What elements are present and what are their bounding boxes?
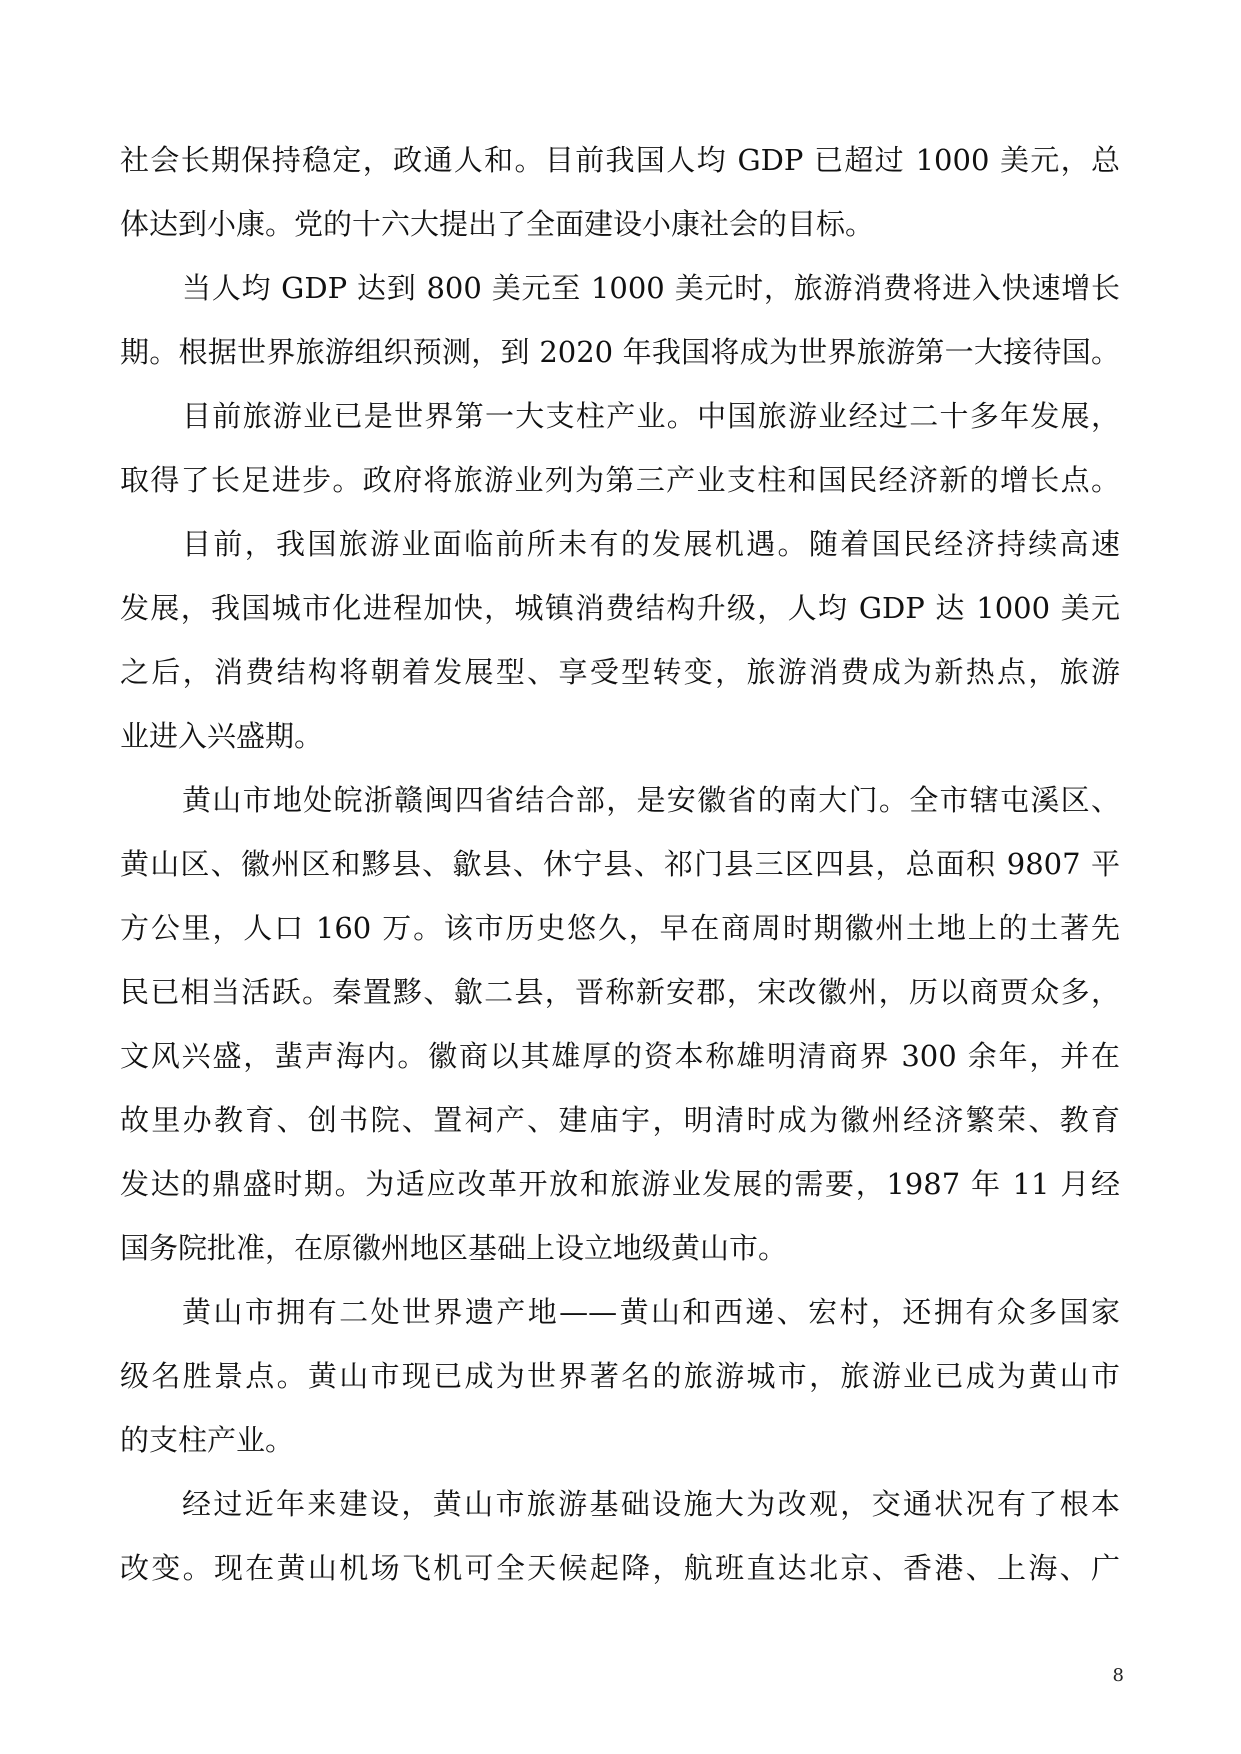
text-line: 黄山市拥有二处世界遗产地——黄山和西递、宏村，还拥有众多国家	[182, 1295, 1120, 1329]
page-number: 8	[1112, 1665, 1124, 1686]
text-line: 目前，我国旅游业面临前所未有的发展机遇。随着国民经济持续高速	[182, 527, 1120, 561]
text-line: 改变。现在黄山机场飞机可全天候起降，航班直达北京、香港、上海、广	[120, 1551, 1120, 1585]
text-line: 发展，我国城市化进程加快，城镇消费结构升级，人均 GDP 达 1000 美元	[120, 591, 1120, 625]
text-line: 社会长期保持稳定，政通人和。目前我国人均 GDP 已超过 1000 美元，总	[120, 143, 1120, 177]
text-line: 之后，消费结构将朝着发展型、享受型转变，旅游消费成为新热点，旅游	[120, 655, 1120, 689]
text-line: 方公里，人口 160 万。该市历史悠久，早在商周时期徽州土地上的土著先	[120, 911, 1120, 945]
text-line: 民已相当活跃。秦置黟、歙二县，晋称新安郡，宋改徽州，历以商贾众多，	[120, 975, 1120, 1009]
text-line: 黄山市地处皖浙赣闽四省结合部，是安徽省的南大门。全市辖屯溪区、	[182, 783, 1120, 817]
text-line: 故里办教育、创书院、置祠产、建庙宇，明清时成为徽州经济繁荣、教育	[120, 1103, 1120, 1137]
text-line: 当人均 GDP 达到 800 美元至 1000 美元时，旅游消费将进入快速增长	[182, 271, 1120, 305]
text-line: 国务院批准，在原徽州地区基础上设立地级黄山市。	[120, 1231, 788, 1265]
text-line: 目前旅游业已是世界第一大支柱产业。中国旅游业经过二十多年发展，	[182, 399, 1120, 433]
text-line: 体达到小康。党的十六大提出了全面建设小康社会的目标。	[120, 207, 875, 241]
text-line: 取得了长足进步。政府将旅游业列为第三产业支柱和国民经济新的增长点。	[120, 463, 1120, 497]
text-line: 黄山区、徽州区和黟县、歙县、休宁县、祁门县三区四县，总面积 9807 平	[120, 847, 1120, 881]
text-line: 的支柱产业。	[120, 1423, 295, 1457]
body-text	[120, 128, 1120, 1600]
text-line: 发达的鼎盛时期。为适应改革开放和旅游业发展的需要，1987 年 11 月经	[120, 1167, 1120, 1201]
text-line: 经过近年来建设，黄山市旅游基础设施大为改观，交通状况有了根本	[182, 1487, 1120, 1521]
text-line: 期。根据世界旅游组织预测，到 2020 年我国将成为世界旅游第一大接待国。	[120, 335, 1120, 369]
text-line: 业进入兴盛期。	[120, 719, 324, 753]
text-line: 文风兴盛，蜚声海内。徽商以其雄厚的资本称雄明清商界 300 余年，并在	[120, 1039, 1120, 1073]
text-line: 级名胜景点。黄山市现已成为世界著名的旅游城市，旅游业已成为黄山市	[120, 1359, 1120, 1393]
